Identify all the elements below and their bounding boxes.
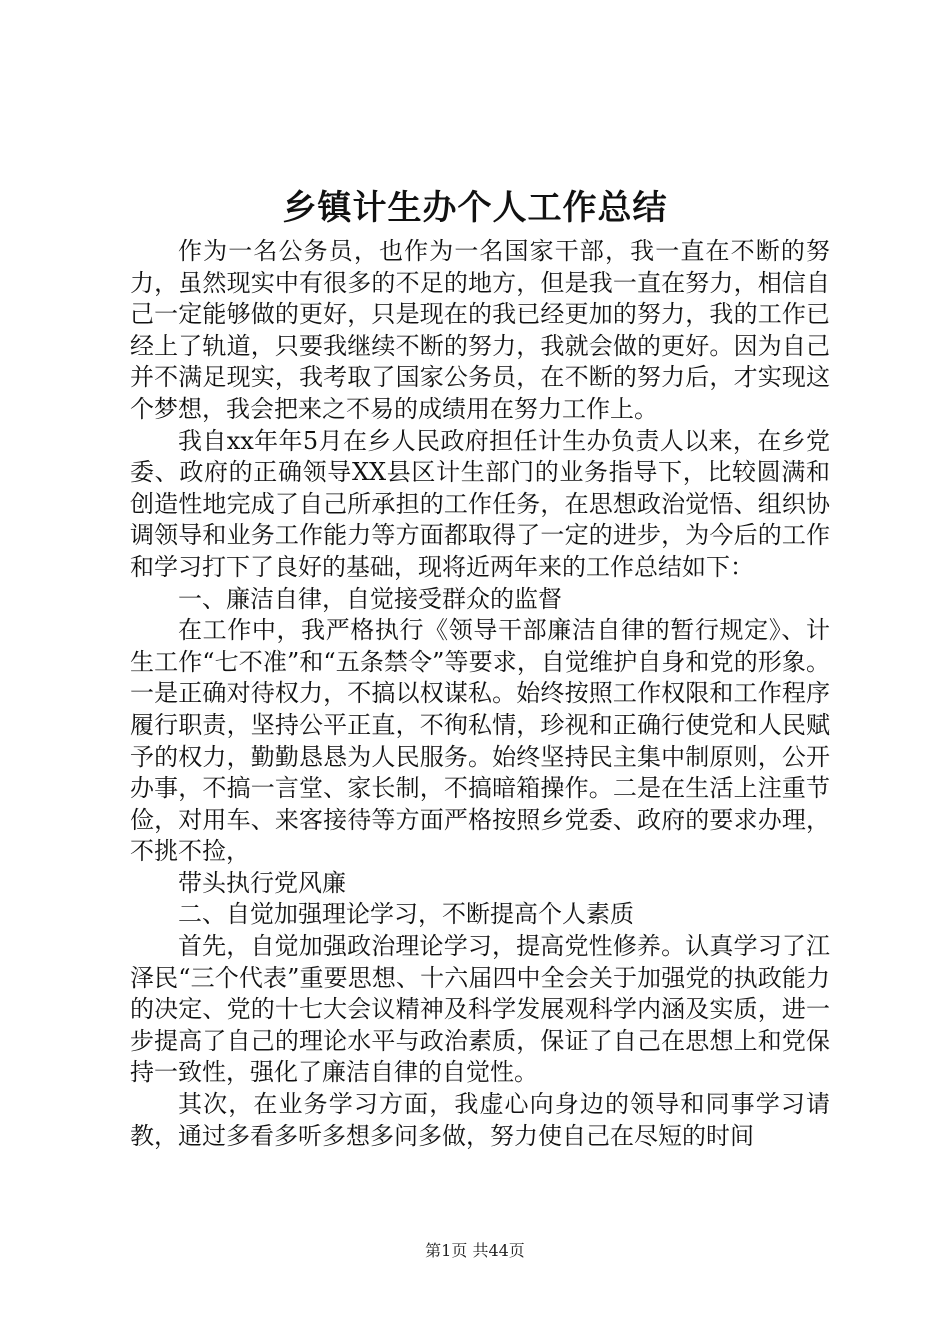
paragraph-intro: 作为一名公务员，也作为一名国家干部，我一直在不断的努力，虽然现实中有很多的不足的地方，但是我一直在努力，相信自己一定能够做的更好，只是现在的我已经更加的努力，我的工作已经上了轨道，只要我继续不断的努力，我就会做的更好。因为自己并不满足现实，我考取了国家公务员，在不断的努力后，才实现这个梦想，我会把来之不易的成绩用在努力工作上。 — [130, 237, 830, 423]
paragraph-section-2-second: 其次，在业务学习方面，我虚心向身边的领导和同事学习请教，通过多看多听多想多问多做，努力使自己在尽短的时间 — [130, 1090, 830, 1150]
paragraph-overview: 我自xx年年5月在乡人民政府担任计生办负责人以来，在乡党委、政府的正确领导XX县区计生部门的业务指导下，比较圆满和创造性地完成了自己所承担的工作任务，在思想政治觉悟、组织协调领导和业务工作能力等方面都取得了一定的进步，为今后的工作和学习打下了良好的基础，现将近两年来的工作总结如下： — [130, 426, 830, 581]
document-title: 乡镇计生办个人工作总结 — [282, 188, 668, 228]
page-number-footer: 第1页 共44页 — [425, 1241, 525, 1260]
paragraph-section-2-first: 首先，自觉加强政治理论学习，提高党性修养。认真学习了江泽民“三个代表”重要思想、十六届四中全会关于加强党的执政能力的决定、党的十七大会议精神及科学发展观科学内涵及实质，进一步提高了自己的理论水平与政治素质，保证了自己在思想上和党保持一致性，强化了廉洁自律的自觉性。 — [130, 932, 830, 1087]
paragraph-section-1: 在工作中，我严格执行《领导干部廉洁自律的暂行规定》、计生工作“七不准”和“五条禁令”等要求，自觉维护自身和党的形象。一是正确对待权力，不搞以权谋私。始终按照工作权限和工作程序履行职责，坚持公平正直，不徇私情，珍视和正确行使党和人民赋予的权力，勤勤恳恳为人民服务。始终坚持民主集中制原则，公开办事，不搞一言堂、家长制，不搞暗箱操作。二是在生活上注重节俭，对用车、来客接待等方面严格按照乡党委、政府的要求办理，不挑不捡， — [130, 616, 830, 866]
paragraph-section-1-tail: 带头执行党风廉 — [178, 868, 346, 897]
section-heading-2: 二、自觉加强理论学习，不断提高个人素质 — [178, 900, 634, 929]
section-heading-1: 一、廉洁自律，自觉接受群众的监督 — [178, 584, 562, 613]
document-body — [130, 236, 830, 1152]
